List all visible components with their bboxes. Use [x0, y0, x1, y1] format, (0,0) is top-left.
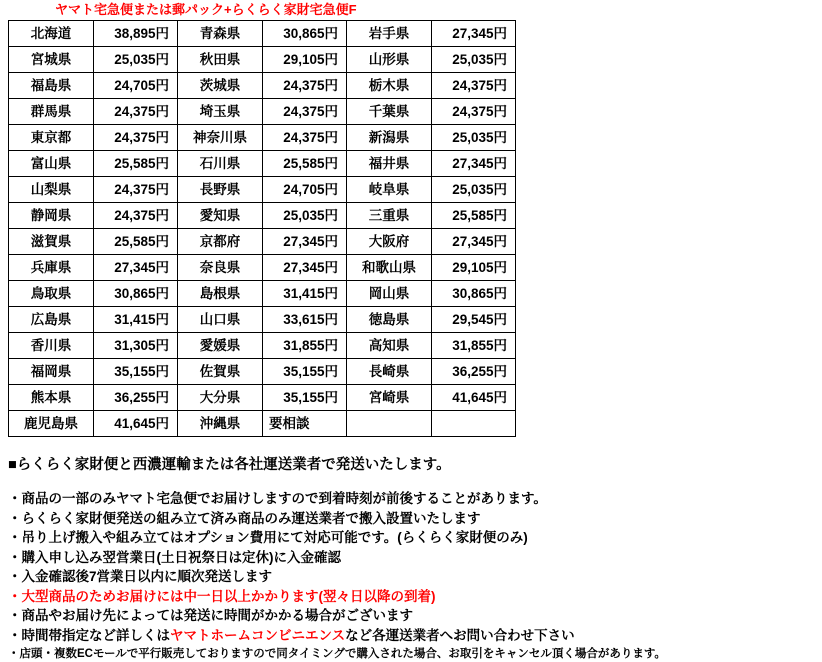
- prefecture-cell: 福島県: [9, 73, 94, 99]
- bullet-prefix: ・時間帯指定など詳しくは: [8, 627, 170, 643]
- price-cell: 30,865円: [263, 21, 347, 47]
- price-cell: 36,255円: [94, 385, 178, 411]
- price-cell: 27,345円: [432, 21, 516, 47]
- price-cell: 27,345円: [263, 229, 347, 255]
- empty-cell: [347, 411, 432, 437]
- prefecture-cell: 大分県: [178, 385, 263, 411]
- prefecture-cell: 長野県: [178, 177, 263, 203]
- prefecture-cell: 東京都: [9, 125, 94, 151]
- price-cell: 25,585円: [263, 151, 347, 177]
- shipping-rate-table: [8, 20, 516, 437]
- prefecture-cell: 高知県: [347, 333, 432, 359]
- price-cell: 41,645円: [94, 411, 178, 437]
- prefecture-cell: 茨城県: [178, 73, 263, 99]
- price-cell: 30,865円: [94, 281, 178, 307]
- price-cell: 25,035円: [263, 203, 347, 229]
- price-cell: 27,345円: [263, 255, 347, 281]
- rate-table-body: [9, 21, 516, 437]
- list-item: ・吊り上げ搬入や組み立てはオプション費用にて対応可能です。(らくらく家財便のみ): [8, 530, 528, 545]
- price-cell: 27,345円: [94, 255, 178, 281]
- table-row: [9, 73, 516, 99]
- page-title: ヤマト宅急便または郵パック+らくらく家財宅急便F: [55, 2, 357, 17]
- table-row: [9, 229, 516, 255]
- price-cell: 24,375円: [432, 73, 516, 99]
- prefecture-cell: 岩手県: [347, 21, 432, 47]
- prefecture-cell: 秋田県: [178, 47, 263, 73]
- price-cell: 35,155円: [263, 385, 347, 411]
- prefecture-cell: 新潟県: [347, 125, 432, 151]
- prefecture-cell: 沖縄県: [178, 411, 263, 437]
- prefecture-cell: 福井県: [347, 151, 432, 177]
- price-cell: 31,855円: [263, 333, 347, 359]
- prefecture-cell: 石川県: [178, 151, 263, 177]
- prefecture-cell: 兵庫県: [9, 255, 94, 281]
- price-cell: 31,855円: [432, 333, 516, 359]
- prefecture-cell: 香川県: [9, 333, 94, 359]
- price-cell: 要相談: [263, 411, 347, 437]
- prefecture-cell: 鳥取県: [9, 281, 94, 307]
- price-cell: 29,545円: [432, 307, 516, 333]
- prefecture-cell: 神奈川県: [178, 125, 263, 151]
- list-item: ・商品やお届け先によっては発送に時間がかかる場合がございます: [8, 608, 413, 623]
- prefecture-cell: 愛知県: [178, 203, 263, 229]
- price-cell: 33,615円: [263, 307, 347, 333]
- price-cell: 25,585円: [432, 203, 516, 229]
- empty-cell: [432, 411, 516, 437]
- price-cell: 38,895円: [94, 21, 178, 47]
- prefecture-cell: 三重県: [347, 203, 432, 229]
- price-cell: 25,035円: [94, 47, 178, 73]
- notes-bullet-list: [8, 489, 822, 645]
- list-item: ・購入申し込み翌営業日(土日祝祭日は定休)に入金確認: [8, 549, 341, 565]
- price-cell: 24,375円: [94, 177, 178, 203]
- prefecture-cell: 和歌山県: [347, 255, 432, 281]
- price-cell: 36,255円: [432, 359, 516, 385]
- list-item-with-link: [8, 626, 822, 646]
- table-row: [9, 333, 516, 359]
- price-cell: 25,035円: [432, 125, 516, 151]
- price-cell: 24,705円: [94, 73, 178, 99]
- prefecture-cell: 埼玉県: [178, 99, 263, 125]
- price-cell: 27,345円: [432, 229, 516, 255]
- price-cell: 31,305円: [94, 333, 178, 359]
- prefecture-cell: 島根県: [178, 281, 263, 307]
- prefecture-cell: 宮城県: [9, 47, 94, 73]
- prefecture-cell: 広島県: [9, 307, 94, 333]
- price-cell: 24,375円: [94, 125, 178, 151]
- prefecture-cell: 北海道: [9, 21, 94, 47]
- prefecture-cell: 長崎県: [347, 359, 432, 385]
- prefecture-cell: 熊本県: [9, 385, 94, 411]
- bullet-suffix: など各運送業者へお問い合わせ下さい: [345, 627, 575, 643]
- price-cell: 24,375円: [94, 203, 178, 229]
- prefecture-cell: 岡山県: [347, 281, 432, 307]
- prefecture-cell: 福岡県: [9, 359, 94, 385]
- fineprint-note: ・店頭・複数ECモールで平行販売しておりますので同タイミングで購入された場合、お取引をキャンセル頂く場合があります。: [8, 648, 666, 660]
- list-item: ・大型商品のためお届けには中一日以上かかります(翌々日以降の到着): [8, 588, 436, 604]
- price-cell: 27,345円: [432, 151, 516, 177]
- price-cell: 24,375円: [263, 99, 347, 125]
- price-cell: 24,375円: [263, 73, 347, 99]
- prefecture-cell: 大阪府: [347, 229, 432, 255]
- prefecture-cell: 奈良県: [178, 255, 263, 281]
- price-cell: 30,865円: [432, 281, 516, 307]
- prefecture-cell: 山梨県: [9, 177, 94, 203]
- price-cell: 31,415円: [263, 281, 347, 307]
- table-row: [9, 203, 516, 229]
- price-cell: 31,415円: [94, 307, 178, 333]
- price-cell: 24,375円: [94, 99, 178, 125]
- prefecture-cell: 徳島県: [347, 307, 432, 333]
- prefecture-cell: 佐賀県: [178, 359, 263, 385]
- prefecture-cell: 宮崎県: [347, 385, 432, 411]
- table-row: [9, 125, 516, 151]
- price-cell: 35,155円: [94, 359, 178, 385]
- prefecture-cell: 千葉県: [347, 99, 432, 125]
- prefecture-cell: 岐阜県: [347, 177, 432, 203]
- price-cell: 25,035円: [432, 177, 516, 203]
- price-cell: 25,035円: [432, 47, 516, 73]
- prefecture-cell: 鹿児島県: [9, 411, 94, 437]
- prefecture-cell: 京都府: [178, 229, 263, 255]
- list-item: ・らくらく家財便発送の組み立て済み商品のみ運送業者で搬入設置いたします: [8, 510, 481, 526]
- table-row: [9, 99, 516, 125]
- table-row: [9, 359, 516, 385]
- table-row: [9, 307, 516, 333]
- prefecture-cell: 富山県: [9, 151, 94, 177]
- price-cell: 24,375円: [432, 99, 516, 125]
- prefecture-cell: 愛媛県: [178, 333, 263, 359]
- table-row: [9, 21, 516, 47]
- table-row: [9, 151, 516, 177]
- price-cell: 25,585円: [94, 151, 178, 177]
- prefecture-cell: 滋賀県: [9, 229, 94, 255]
- table-row: [9, 255, 516, 281]
- notes-heading: ■らくらく家財便と西濃運輸または各社運送業者で発送いたします。: [8, 457, 451, 473]
- table-row: [9, 177, 516, 203]
- price-cell: 29,105円: [432, 255, 516, 281]
- table-row: [9, 385, 516, 411]
- price-cell: 29,105円: [263, 47, 347, 73]
- price-cell: 24,705円: [263, 177, 347, 203]
- table-row: [9, 47, 516, 73]
- table-row: [9, 411, 516, 437]
- prefecture-cell: 静岡県: [9, 203, 94, 229]
- prefecture-cell: 栃木県: [347, 73, 432, 99]
- prefecture-cell: 群馬県: [9, 99, 94, 125]
- prefecture-cell: 山口県: [178, 307, 263, 333]
- prefecture-cell: 青森県: [178, 21, 263, 47]
- price-cell: 24,375円: [263, 125, 347, 151]
- price-cell: 41,645円: [432, 385, 516, 411]
- notes-section: [0, 455, 822, 662]
- price-cell: 25,585円: [94, 229, 178, 255]
- table-row: [9, 281, 516, 307]
- prefecture-cell: 山形県: [347, 47, 432, 73]
- list-item: ・入金確認後7営業日以内に順次発送します: [8, 569, 273, 584]
- list-item: ・商品の一部のみヤマト宅急便でお届けしますので到着時刻が前後することがあります。: [8, 491, 547, 506]
- yamato-home-convenience-link[interactable]: ヤマトホームコンビニエンス: [170, 627, 346, 643]
- price-cell: 35,155円: [263, 359, 347, 385]
